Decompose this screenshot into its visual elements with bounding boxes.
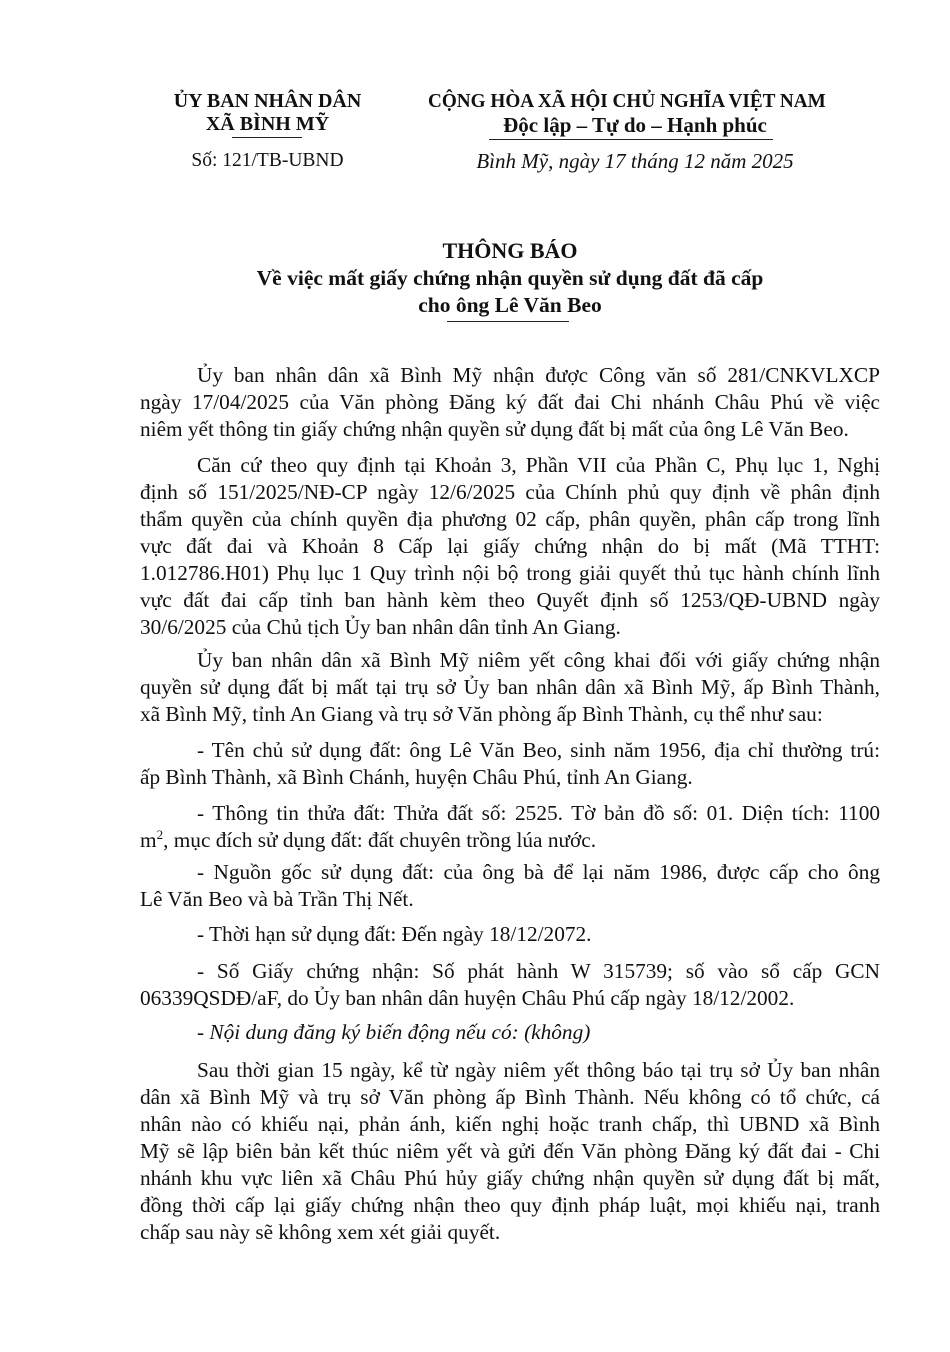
- area-unit-superscript: 2: [156, 827, 164, 842]
- text-line: chấp sau này sẽ không xem xét giải quyết.: [140, 1220, 501, 1244]
- text-line: niêm yết thông tin giấy chứng nhận quyền sử dụng đất bị mất của ông Lê Văn Beo.: [140, 417, 849, 441]
- doc-subject-line-1: [140, 265, 880, 291]
- text-line: [140, 827, 880, 854]
- item-certificate: [140, 958, 880, 1012]
- text-line: quyền sử dụng đất bị mất tại trụ sở Ủy ban nhân dân xã Bình Mỹ, ấp Bình Thành,: [140, 675, 880, 699]
- item-term: [140, 921, 880, 948]
- text-line: - Nội dung đăng ký biến động nếu có: (không): [197, 1020, 591, 1044]
- land-use-purpose: , mục đích sử dụng đất: đất chuyên trồng lúa nước.: [163, 828, 597, 852]
- text-line: 06339QSDĐ/aF, do Ủy ban nhân dân huyện Châu Phú cấp ngày 18/12/2002.: [140, 986, 795, 1010]
- text-line: Sau thời gian 15 ngày, kể từ ngày niêm yết thông báo tại trụ sở Ủy ban nhân: [197, 1058, 880, 1082]
- agency-underline: [232, 137, 302, 138]
- text-line: ngày 17/04/2025 của Văn phòng Đăng ký đất đai Chi nhánh Châu Phú về việc: [140, 390, 880, 414]
- text-line: Ủy ban nhân dân xã Bình Mỹ nhận được Công văn số 281/CNKVLXCP: [197, 363, 880, 387]
- place-date-text: Bình Mỹ, ngày 17 tháng 12 năm 2025: [476, 149, 794, 173]
- text-line: - Tên chủ sử dụng đất: ông Lê Văn Beo, sinh năm 1956, địa chỉ thường trú:: [197, 738, 880, 762]
- nation-name: [400, 89, 870, 113]
- text-line: nhân nào có khiếu nại, phản ánh, kiến nghị hoặc tranh chấp, thì UBND xã Bình: [140, 1112, 880, 1136]
- text-line: đồng thời cấp lại giấy chứng nhận theo quy định pháp luật, mọi khiếu nại, tranh: [140, 1193, 880, 1217]
- text-line: Căn cứ theo quy định tại Khoản 3, Phần VII của Phần C, Phụ lục 1, Nghị: [197, 453, 880, 477]
- doc-type: [140, 238, 880, 264]
- item-changes: [140, 1019, 880, 1046]
- agency-line-2: XÃ BÌNH MỸ: [205, 113, 330, 135]
- text-line: thẩm quyền của chính quyền địa phương 02 cấp, phân quyền, phân cấp trong lĩnh: [140, 507, 880, 531]
- text-line: - Số Giấy chứng nhận: Số phát hành W 315739; số vào sổ cấp GCN: [197, 959, 880, 983]
- doc-type-text: THÔNG BÁO: [442, 238, 578, 263]
- text-line: định số 151/2025/NĐ-CP ngày 12/6/2025 của Chính phủ quy định về phân định: [140, 480, 880, 504]
- text-line: - Thông tin thửa đất: Thửa đất số: 2525. Tờ bản đồ số: 01. Diện tích: 1100: [197, 801, 880, 825]
- motto: [400, 113, 870, 137]
- title-underline: [447, 321, 569, 322]
- text-line: - Nguồn gốc sử dụng đất: của ông bà để lại năm 1986, được cấp cho ông: [197, 860, 880, 884]
- agency-name: [155, 89, 380, 113]
- nation-text: CỘNG HÒA XÃ HỘI CHỦ NGHĨA VIỆT NAM: [427, 90, 826, 112]
- text-line: Ủy ban nhân dân xã Bình Mỹ niêm yết công khai đối với giấy chứng nhận: [197, 648, 880, 672]
- text-line: vực đất đai và Khoản 8 Cấp lại giấy chứng nhận do bị mất (Mã TTHT:: [140, 534, 880, 558]
- text-line: 30/6/2025 của Chủ tịch Ủy ban nhân dân tỉnh An Giang.: [140, 615, 621, 639]
- subject-text-1: Về việc mất giấy chứng nhận quyền sử dụng đất đã cấp: [256, 266, 764, 290]
- subject-text-2: cho ông Lê Văn Beo: [418, 293, 602, 317]
- text-line: Mỹ sẽ lập biên bản kết thúc niêm yết và gửi đến Văn phòng Đăng ký đất đai - Chi: [140, 1139, 880, 1163]
- motto-text: Độc lập – Tự do – Hạnh phúc: [503, 113, 767, 137]
- text-line: 1.012786.H01) Phụ lục 1 Quy trình nội bộ trong giải quyết thủ tục hành chính lĩnh: [140, 561, 880, 585]
- item-origin: [140, 859, 880, 913]
- doc-number: [155, 149, 380, 173]
- paragraph-conclusion: [140, 1057, 880, 1246]
- paragraph-legal-basis: [140, 452, 880, 641]
- text-line: nhánh khu vực liên xã Châu Phú hủy giấy chứng nhận quyền sử dụng đất bị mất,: [140, 1166, 880, 1190]
- item-owner: [140, 737, 880, 791]
- text-line: Lê Văn Beo và bà Trần Thị Nết.: [140, 887, 414, 911]
- text-line: - Thời hạn sử dụng đất: Đến ngày 18/12/2072.: [197, 922, 592, 946]
- area-unit: m: [140, 828, 157, 852]
- agency-commune: [155, 112, 380, 136]
- doc-subject-line-2: [140, 292, 880, 318]
- text-line: xã Bình Mỹ, tỉnh An Giang và trụ sở Văn phòng ấp Bình Thành, cụ thể như sau:: [140, 702, 823, 726]
- doc-number-text: Số: 121/TB-UBND: [191, 150, 344, 171]
- item-parcel: [140, 800, 880, 854]
- text-line: dân xã Bình Mỹ và trụ sở Văn phòng ấp Bình Thành. Nếu không có tổ chức, cá: [140, 1085, 880, 1109]
- text-line: vực đất đai cấp tỉnh ban hành kèm theo Quyết định số 1253/QĐ-UBND ngày: [140, 588, 880, 612]
- text-line: ấp Bình Thành, xã Bình Chánh, huyện Châu Phú, tỉnh An Giang.: [140, 765, 693, 789]
- agency-line-1: ỦY BAN NHÂN DÂN: [173, 90, 362, 112]
- paragraph-posting: [140, 647, 880, 728]
- paragraph-receipt: [140, 362, 880, 443]
- place-date: [400, 149, 870, 173]
- motto-underline: [489, 139, 773, 140]
